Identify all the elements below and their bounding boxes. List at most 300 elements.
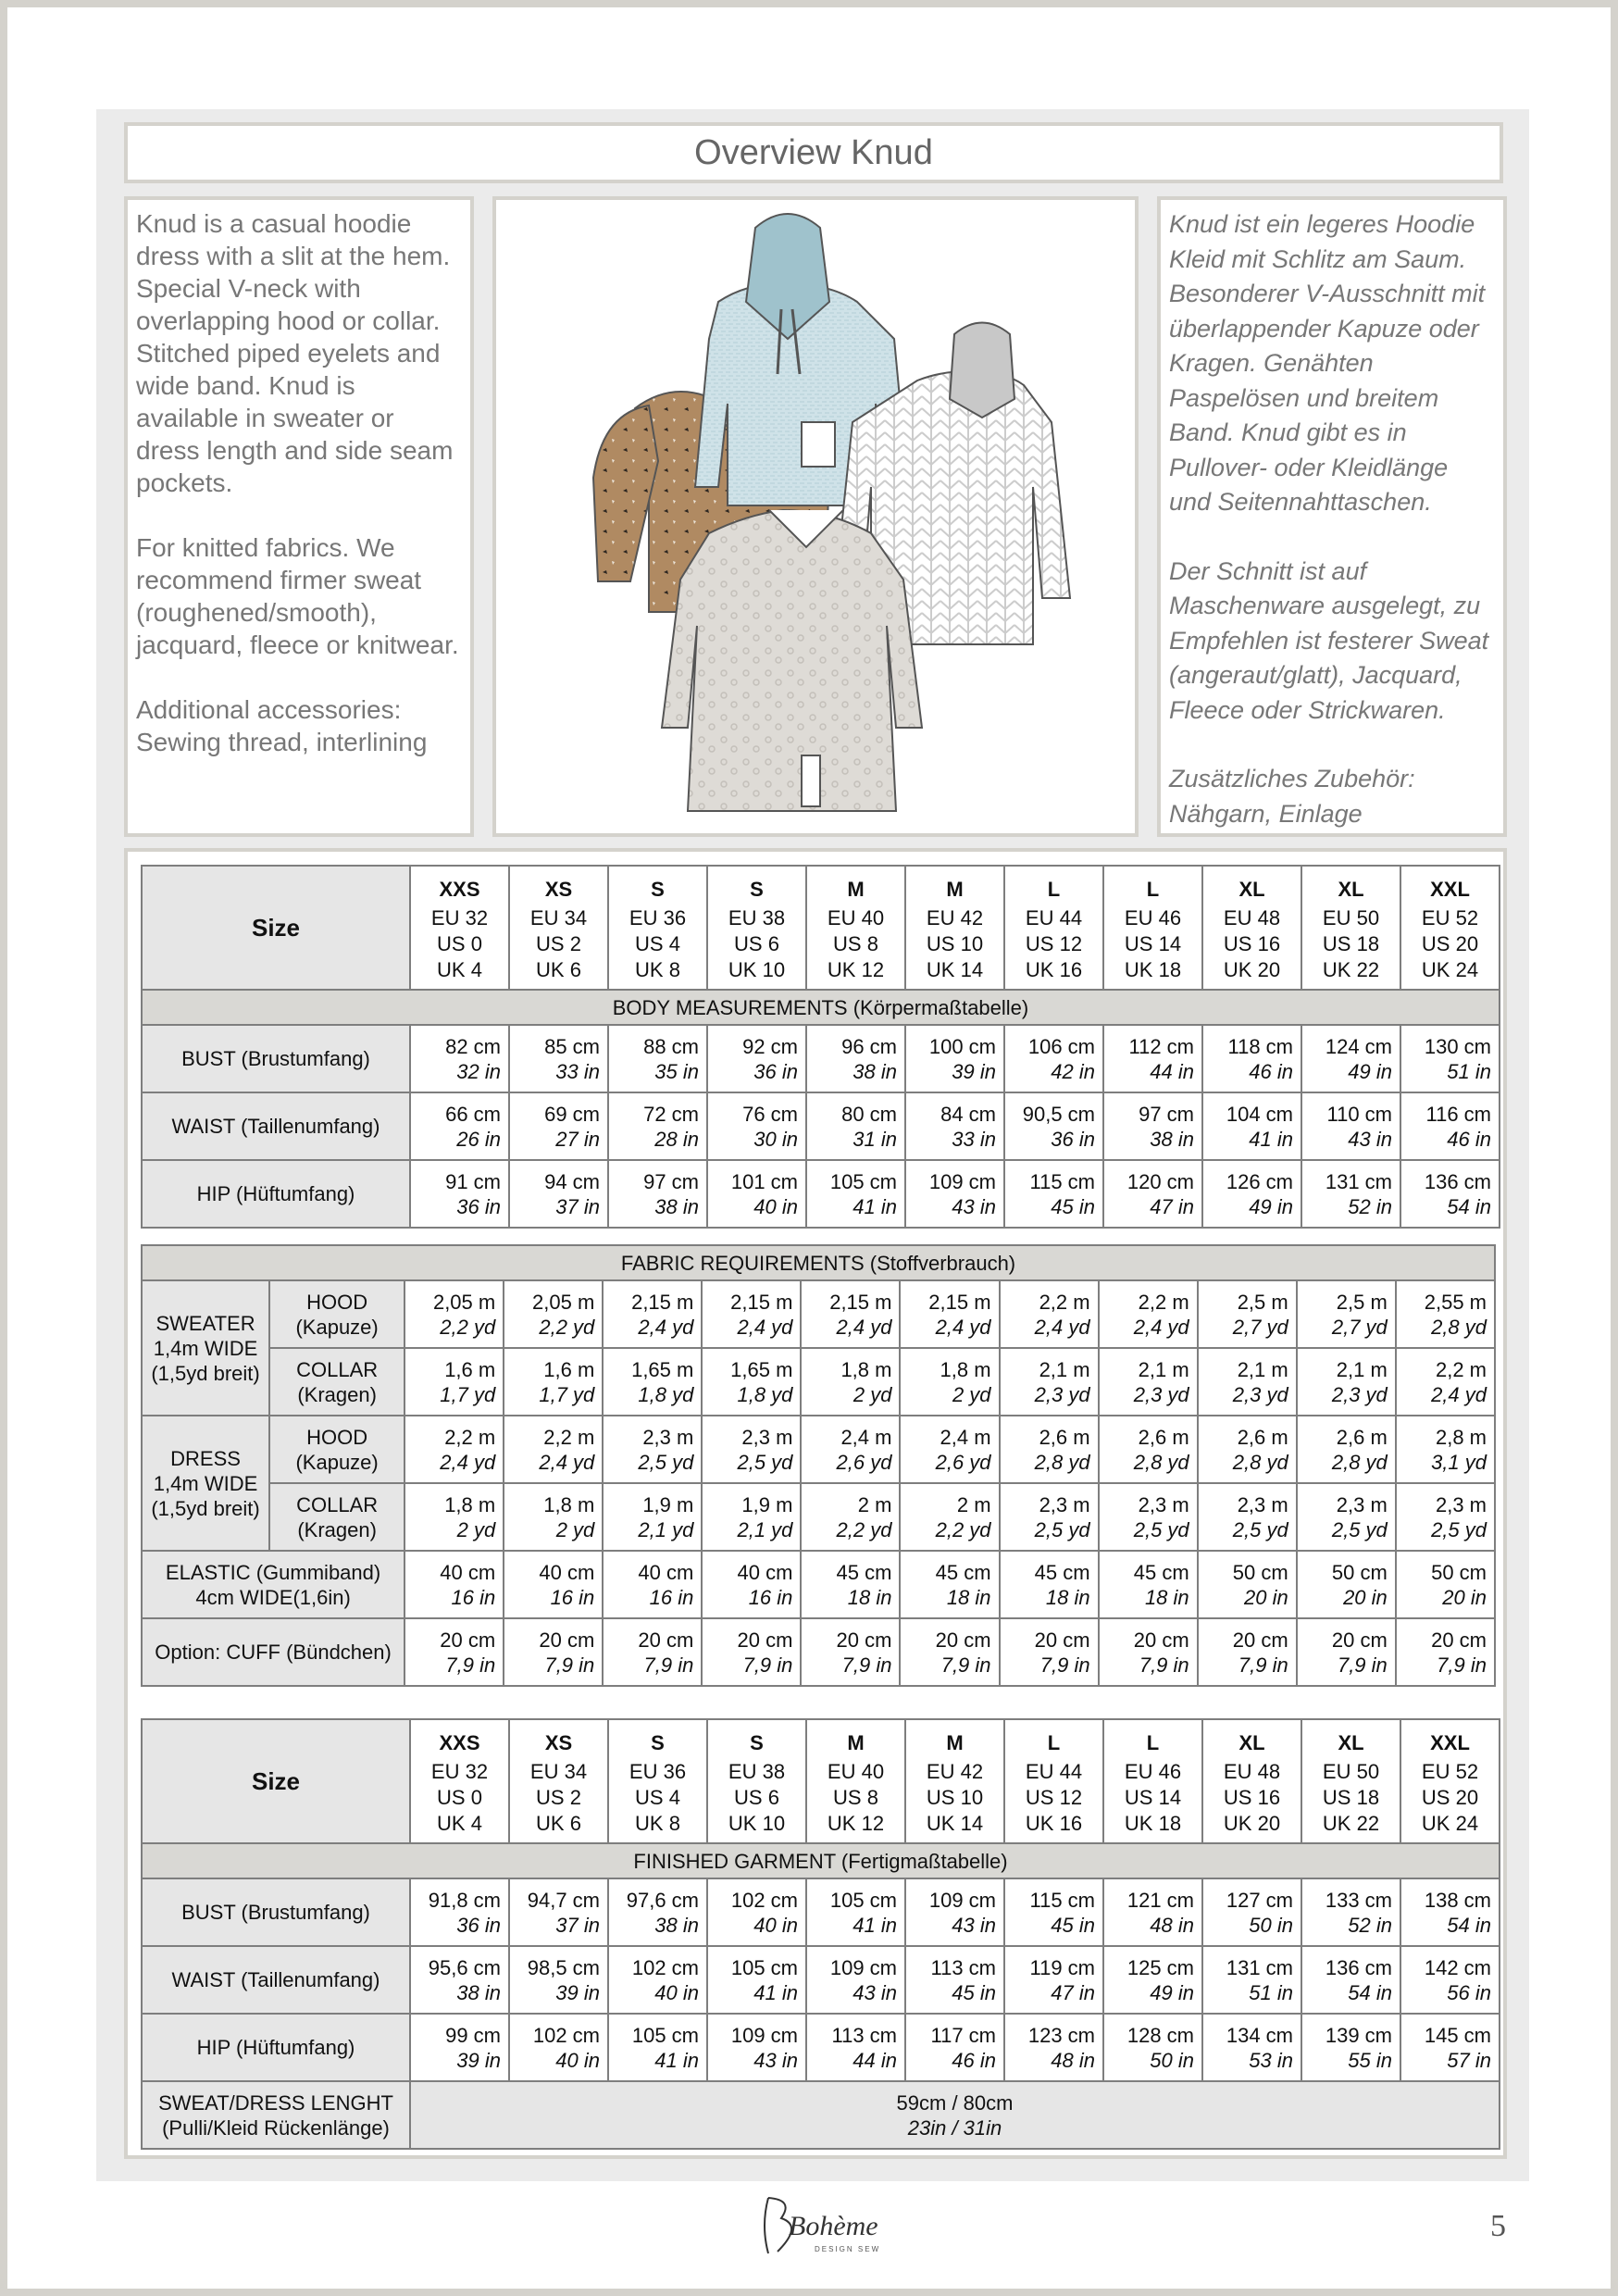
metric-value: 40 cm	[539, 1560, 595, 1584]
size-eu: EU 52	[1421, 1760, 1479, 1783]
value-cell	[410, 1025, 509, 1092]
logo-mark	[752, 2187, 890, 2261]
metric-value: 2,5 m	[1237, 1290, 1288, 1314]
metric-value: 115 cm	[1029, 1169, 1095, 1193]
size-uk: UK 12	[827, 958, 885, 981]
value-cell	[900, 1551, 999, 1618]
value-cell	[404, 1618, 504, 1686]
value-cell	[603, 1280, 702, 1348]
value-cell	[1000, 1280, 1099, 1348]
metric-value: 50 cm	[1232, 1560, 1288, 1584]
size-code: XL	[1338, 878, 1364, 901]
value-cell	[702, 1348, 801, 1416]
value-cell	[900, 1483, 999, 1551]
value-cell	[410, 1946, 509, 2014]
garment-sketches	[496, 200, 1135, 833]
size-uk: UK 4	[437, 958, 482, 981]
grey-dress-sketch	[662, 510, 922, 811]
label-line: (Pulli/Kleid Rückenlänge)	[162, 2115, 390, 2140]
size-code: L	[1047, 1731, 1061, 1754]
imperial-value: 7,9 in	[841, 1653, 892, 1677]
imperial-value: 41 in	[853, 1913, 897, 1937]
size-header-cell	[410, 1719, 509, 1843]
imperial-value: 2 yd	[555, 1517, 595, 1541]
imperial-value: 43 in	[952, 1913, 996, 1937]
metric-value: 40 cm	[737, 1560, 793, 1584]
metric-value: 2,8 m	[1435, 1425, 1487, 1449]
imperial-value: 3,1 yd	[1431, 1450, 1487, 1474]
metric-value: 120 cm	[1126, 1169, 1194, 1193]
size-uk: UK 24	[1421, 958, 1479, 981]
imperial-value: 2,2 yd	[935, 1517, 991, 1541]
value-cell	[1103, 1878, 1202, 1946]
size-us: US 14	[1124, 932, 1182, 955]
imperial-value: 36 in	[456, 1194, 501, 1218]
imperial-value: 2,8 yd	[1034, 1450, 1090, 1474]
value-cell	[1099, 1416, 1198, 1483]
imperial-value: 20 in	[1244, 1585, 1288, 1609]
metric-value: 95,6 cm	[428, 1955, 501, 1979]
size-header-cell	[905, 1719, 1004, 1843]
metric-value: 123 cm	[1027, 2023, 1095, 2047]
imperial-value: 39 in	[952, 1059, 996, 1083]
imperial-value: 2,6 yd	[935, 1450, 991, 1474]
imperial-value: 46 in	[1447, 1127, 1491, 1151]
metric-value: 126 cm	[1226, 1169, 1293, 1193]
value-cell	[1000, 1416, 1099, 1483]
value-cell	[1400, 1025, 1500, 1092]
imperial-value: 48 in	[1150, 1913, 1194, 1937]
fabric-requirements-table	[141, 1244, 1496, 1687]
description-en-paragraph: Knud is a casual hoodie dress with a slit at the hem. Special V-neck with overlapping hood or collar. Stitched piped eyelets and wide band. Knud is available in sweater or dress length and side seam pockets.	[136, 209, 454, 497]
value-cell	[1000, 1483, 1099, 1551]
imperial-value: 41 in	[1249, 1127, 1293, 1151]
imperial-value: 45 in	[952, 1980, 996, 2004]
imperial-value: 35 in	[654, 1059, 699, 1083]
size-us: US 6	[734, 1786, 779, 1809]
metric-value: 117 cm	[930, 2023, 996, 2047]
description-de-paragraph: Zusätzliches Zubehör: Nähgarn, Einlage	[1169, 765, 1415, 828]
imperial-value: 2,5 yd	[1431, 1517, 1487, 1541]
metric-value: 45 cm	[1034, 1560, 1090, 1584]
value-cell	[504, 1483, 603, 1551]
metric-value: 91,8 cm	[428, 1888, 501, 1912]
metric-value: 127 cm	[1226, 1888, 1293, 1912]
size-code: XL	[1238, 1731, 1265, 1754]
size-eu: EU 32	[430, 906, 489, 930]
imperial-value: 49 in	[1150, 1980, 1194, 2004]
metric-value: 50 cm	[1431, 1560, 1487, 1584]
metric-value: 2,2 m	[543, 1425, 595, 1449]
metric-value: 2 m	[857, 1492, 892, 1516]
value-cell	[1400, 1878, 1500, 1946]
imperial-value: 50 in	[1150, 2048, 1194, 2072]
section-header: FINISHED GARMENT (Fertigmaßtabelle)	[142, 1843, 1500, 1878]
label-line: HOOD	[306, 1425, 368, 1449]
description-de-paragraph: Der Schnitt ist auf Maschenware ausgelegt, zu Empfehlen ist festerer Sweat (angeraut/glatt), Jacquard, Fleece oder Strickwaren.	[1169, 556, 1489, 724]
value-cell	[801, 1551, 900, 1618]
metric-value: 112 cm	[1128, 1034, 1194, 1058]
metric-value: 76 cm	[742, 1102, 798, 1126]
size-eu: EU 32	[430, 1760, 489, 1783]
value-cell	[707, 1092, 806, 1160]
imperial-value: 2,8 yd	[1331, 1450, 1388, 1474]
value-cell	[1202, 1092, 1301, 1160]
size-us: US 10	[926, 1786, 984, 1809]
size-code: M	[946, 1731, 964, 1754]
metric-value: 20 cm	[1331, 1628, 1388, 1652]
metric-value: 94,7 cm	[527, 1888, 600, 1912]
imperial-value: 2 yd	[952, 1382, 991, 1406]
imperial-value: 27 in	[555, 1127, 600, 1151]
label-line: (Kragen)	[297, 1517, 377, 1541]
row-label: WAIST (Taillenumfang)	[142, 1946, 410, 2014]
metric-value: 134 cm	[1226, 2023, 1293, 2047]
value-cell	[404, 1551, 504, 1618]
imperial-value: 43 in	[952, 1194, 996, 1218]
value-cell	[603, 1551, 702, 1618]
value-cell	[1198, 1483, 1297, 1551]
value-cell	[608, 2014, 707, 2081]
value-cell	[1198, 1280, 1297, 1348]
value-cell	[702, 1618, 801, 1686]
imperial-value: 41 in	[853, 1194, 897, 1218]
size-eu: EU 38	[728, 1760, 786, 1783]
size-uk: UK 10	[728, 958, 786, 981]
value-cell	[900, 1618, 999, 1686]
metric-value: 1,8 m	[543, 1492, 595, 1516]
size-header-cell	[905, 866, 1004, 990]
imperial-value: 57 in	[1447, 2048, 1491, 2072]
metric-value: 2,3 m	[1138, 1492, 1189, 1516]
size-code: L	[1146, 1731, 1160, 1754]
value-cell	[608, 1160, 707, 1228]
metric-value: 2,3 m	[1039, 1492, 1090, 1516]
metric-value: 118 cm	[1227, 1034, 1293, 1058]
metric-value: 20 cm	[638, 1628, 694, 1652]
size-uk: UK 20	[1223, 1812, 1281, 1835]
imperial-value: 7,9 in	[445, 1653, 496, 1677]
imperial-value: 2,6 yd	[836, 1450, 892, 1474]
metric-value: 1,9 m	[642, 1492, 694, 1516]
imperial-value: 40 in	[654, 1980, 699, 2004]
size-eu: EU 46	[1124, 906, 1182, 930]
value-cell	[608, 1946, 707, 2014]
value-cell	[603, 1618, 702, 1686]
metric-value: 66 cm	[445, 1102, 501, 1126]
size-eu: EU 44	[1025, 1760, 1083, 1783]
size-header-cell	[1103, 1719, 1202, 1843]
value-cell	[509, 1025, 608, 1092]
imperial-value: 2,4 yd	[1133, 1315, 1189, 1339]
fabric-part-label	[269, 1483, 404, 1551]
value-cell	[707, 1025, 806, 1092]
length-metric: 59cm / 80cm	[896, 2090, 1014, 2115]
imperial-value: 45 in	[1051, 1913, 1095, 1937]
size-eu: EU 34	[529, 906, 588, 930]
imperial-value: 2,8 yd	[1232, 1450, 1288, 1474]
size-header-cell	[1103, 866, 1202, 990]
size-code: XS	[544, 878, 573, 901]
metric-value: 2,1 m	[1138, 1357, 1189, 1381]
size-us: US 12	[1025, 1786, 1083, 1809]
value-cell	[1297, 1348, 1396, 1416]
size-header-cell	[707, 1719, 806, 1843]
size-uk: UK 10	[728, 1812, 786, 1835]
value-cell	[1000, 1348, 1099, 1416]
metric-value: 94 cm	[544, 1169, 600, 1193]
value-cell	[509, 1160, 608, 1228]
imperial-value: 26 in	[456, 1127, 501, 1151]
size-header-cell	[1202, 866, 1301, 990]
metric-value: 72 cm	[643, 1102, 699, 1126]
fabric-group-label	[142, 1416, 269, 1551]
imperial-value: 51 in	[1249, 1980, 1293, 2004]
title-box	[124, 122, 1503, 183]
imperial-value: 56 in	[1447, 1980, 1491, 2004]
value-cell	[1301, 2014, 1400, 2081]
metric-value: 2,1 m	[1039, 1357, 1090, 1381]
size-us: US 16	[1223, 932, 1281, 955]
label-line: (1,5yd breit)	[151, 1496, 260, 1520]
value-cell	[504, 1551, 603, 1618]
size-us: US 18	[1322, 932, 1380, 955]
metric-value: 2,3 m	[642, 1425, 694, 1449]
size-code: XS	[544, 1731, 573, 1754]
imperial-value: 7,9 in	[544, 1653, 595, 1677]
size-eu: EU 40	[827, 906, 885, 930]
size-uk: UK 14	[926, 1812, 984, 1835]
garment-illustration	[492, 196, 1139, 837]
metric-value: 2,5 m	[1336, 1290, 1388, 1314]
size-uk: UK 18	[1124, 958, 1182, 981]
size-uk: UK 16	[1025, 1812, 1083, 1835]
value-cell	[702, 1551, 801, 1618]
value-cell	[603, 1416, 702, 1483]
value-cell	[1004, 1878, 1103, 1946]
metric-value: 20 cm	[1232, 1628, 1288, 1652]
metric-value: 84 cm	[940, 1102, 996, 1126]
imperial-value: 54 in	[1447, 1913, 1491, 1937]
value-cell	[900, 1416, 999, 1483]
metric-value: 69 cm	[544, 1102, 600, 1126]
metric-value: 109 cm	[928, 1169, 996, 1193]
size-us: US 14	[1124, 1786, 1182, 1809]
value-cell	[1099, 1483, 1198, 1551]
imperial-value: 38 in	[456, 1980, 501, 2004]
value-cell	[806, 2014, 905, 2081]
imperial-value: 38 in	[654, 1913, 699, 1937]
label-line: 1,4m WIDE	[153, 1336, 258, 1360]
size-eu: EU 36	[629, 1760, 687, 1783]
metric-value: 20 cm	[440, 1628, 496, 1652]
value-cell	[1198, 1416, 1297, 1483]
size-us: US 8	[833, 932, 878, 955]
imperial-value: 16 in	[748, 1585, 793, 1609]
value-cell	[608, 1092, 707, 1160]
size-code: XL	[1338, 1731, 1364, 1754]
value-cell	[1301, 1092, 1400, 1160]
value-cell	[1099, 1348, 1198, 1416]
size-header-cell	[410, 866, 509, 990]
imperial-value: 2,4 yd	[638, 1315, 694, 1339]
imperial-value: 2,2 yd	[440, 1315, 496, 1339]
imperial-value: 38 in	[853, 1059, 897, 1083]
size-header-cell	[1004, 866, 1103, 990]
imperial-value: 42 in	[1051, 1059, 1095, 1083]
size-header-cell	[1400, 1719, 1500, 1843]
size-label: Size	[142, 866, 410, 990]
value-cell	[1301, 1878, 1400, 1946]
value-cell	[1198, 1348, 1297, 1416]
size-eu: EU 46	[1124, 1760, 1182, 1783]
size-us: US 2	[536, 1786, 581, 1809]
metric-value: 2,05 m	[532, 1290, 595, 1314]
value-cell	[1103, 1092, 1202, 1160]
value-cell	[1004, 1946, 1103, 2014]
metric-value: 97 cm	[643, 1169, 699, 1193]
metric-value: 1,6 m	[444, 1357, 496, 1381]
value-cell	[608, 1878, 707, 1946]
metric-value: 40 cm	[638, 1560, 694, 1584]
size-eu: EU 40	[827, 1760, 885, 1783]
imperial-value: 2,5 yd	[1232, 1517, 1288, 1541]
value-cell	[707, 1946, 806, 2014]
metric-value: 2,2 m	[444, 1425, 496, 1449]
size-eu: EU 34	[529, 1760, 588, 1783]
value-cell	[801, 1416, 900, 1483]
fabric-group-label	[142, 1280, 269, 1416]
metric-value: 113 cm	[831, 2023, 897, 2047]
value-cell	[1301, 1160, 1400, 1228]
value-cell	[603, 1483, 702, 1551]
value-cell	[806, 1025, 905, 1092]
imperial-value: 7,9 in	[1437, 1653, 1487, 1677]
value-cell	[806, 1092, 905, 1160]
value-cell	[702, 1483, 801, 1551]
size-us: US 12	[1025, 932, 1083, 955]
value-cell	[900, 1348, 999, 1416]
label-line: COLLAR	[296, 1357, 379, 1381]
value-cell	[1301, 1025, 1400, 1092]
value-cell	[1396, 1416, 1495, 1483]
metric-value: 145 cm	[1424, 2023, 1491, 2047]
imperial-value: 38 in	[654, 1194, 699, 1218]
value-cell	[707, 2014, 806, 2081]
value-cell	[905, 1878, 1004, 1946]
value-cell	[801, 1618, 900, 1686]
imperial-value: 7,9 in	[1039, 1653, 1090, 1677]
imperial-value: 31 in	[853, 1127, 897, 1151]
metric-value: 2,55 m	[1424, 1290, 1487, 1314]
metric-value: 139 cm	[1325, 2023, 1392, 2047]
size-label: Size	[142, 1719, 410, 1843]
value-cell	[1202, 2014, 1301, 2081]
metric-value: 1,8 m	[444, 1492, 496, 1516]
metric-value: 80 cm	[841, 1102, 897, 1126]
metric-value: 88 cm	[643, 1034, 699, 1058]
value-cell	[1202, 1025, 1301, 1092]
row-label: BUST (Brustumfang)	[142, 1025, 410, 1092]
metric-value: 99 cm	[445, 2023, 501, 2047]
metric-value: 2,15 m	[730, 1290, 793, 1314]
label-line: 4cm WIDE(1,6in)	[195, 1585, 351, 1609]
imperial-value: 2,5 yd	[1133, 1517, 1189, 1541]
metric-value: 136 cm	[1325, 1955, 1392, 1979]
size-eu: EU 48	[1223, 906, 1281, 930]
imperial-value: 44 in	[1150, 1059, 1194, 1083]
label-line: ELASTIC (Gummiband)	[165, 1560, 381, 1584]
size-code: S	[750, 878, 764, 901]
value-cell	[1103, 1025, 1202, 1092]
metric-value: 125 cm	[1126, 1955, 1194, 1979]
size-header-cell	[806, 1719, 905, 1843]
metric-value: 2,2 m	[1138, 1290, 1189, 1314]
size-eu: EU 42	[926, 1760, 984, 1783]
imperial-value: 51 in	[1447, 1059, 1491, 1083]
size-eu: EU 50	[1322, 1760, 1380, 1783]
value-cell	[603, 1348, 702, 1416]
value-cell	[801, 1483, 900, 1551]
size-eu: EU 38	[728, 906, 786, 930]
metric-value: 102 cm	[730, 1888, 798, 1912]
value-cell	[504, 1416, 603, 1483]
label-line: SWEAT/DRESS LENGHT	[158, 2090, 393, 2115]
size-uk: UK 4	[437, 1812, 482, 1835]
fabric-extra-label	[142, 1551, 404, 1618]
size-us: US 2	[536, 932, 581, 955]
value-cell	[905, 1160, 1004, 1228]
value-cell	[504, 1618, 603, 1686]
metric-value: 91 cm	[445, 1169, 501, 1193]
size-header-cell	[707, 866, 806, 990]
content-area	[96, 109, 1529, 2181]
imperial-value: 7,9 in	[742, 1653, 793, 1677]
metric-value: 119 cm	[1029, 1955, 1095, 1979]
imperial-value: 37 in	[555, 1913, 600, 1937]
tables-panel	[124, 848, 1507, 2159]
value-cell	[707, 1160, 806, 1228]
metric-value: 110 cm	[1326, 1102, 1392, 1126]
metric-value: 105 cm	[730, 1955, 798, 1979]
metric-value: 100 cm	[928, 1034, 996, 1058]
imperial-value: 43 in	[1348, 1127, 1392, 1151]
metric-value: 130 cm	[1424, 1034, 1491, 1058]
imperial-value: 7,9 in	[1139, 1653, 1189, 1677]
imperial-value: 47 in	[1051, 1980, 1095, 2004]
value-cell	[707, 1878, 806, 1946]
imperial-value: 2,1 yd	[737, 1517, 793, 1541]
imperial-value: 54 in	[1348, 1980, 1392, 2004]
size-uk: UK 6	[536, 1812, 581, 1835]
value-cell	[1396, 1618, 1495, 1686]
imperial-value: 16 in	[550, 1585, 595, 1609]
value-cell	[1004, 2014, 1103, 2081]
imperial-value: 40 in	[753, 1913, 798, 1937]
imperial-value: 50 in	[1249, 1913, 1293, 1937]
metric-value: 2,3 m	[741, 1425, 793, 1449]
imperial-value: 18 in	[946, 1585, 991, 1609]
imperial-value: 2,2 yd	[539, 1315, 595, 1339]
imperial-value: 7,9 in	[1337, 1653, 1388, 1677]
metric-value: 116 cm	[1425, 1102, 1491, 1126]
size-code: XXS	[439, 1731, 480, 1754]
metric-value: 20 cm	[737, 1628, 793, 1652]
imperial-value: 43 in	[853, 1980, 897, 2004]
imperial-value: 2,3 yd	[1232, 1382, 1288, 1406]
metric-value: 98,5 cm	[527, 1955, 600, 1979]
size-us: US 8	[833, 1786, 878, 1809]
